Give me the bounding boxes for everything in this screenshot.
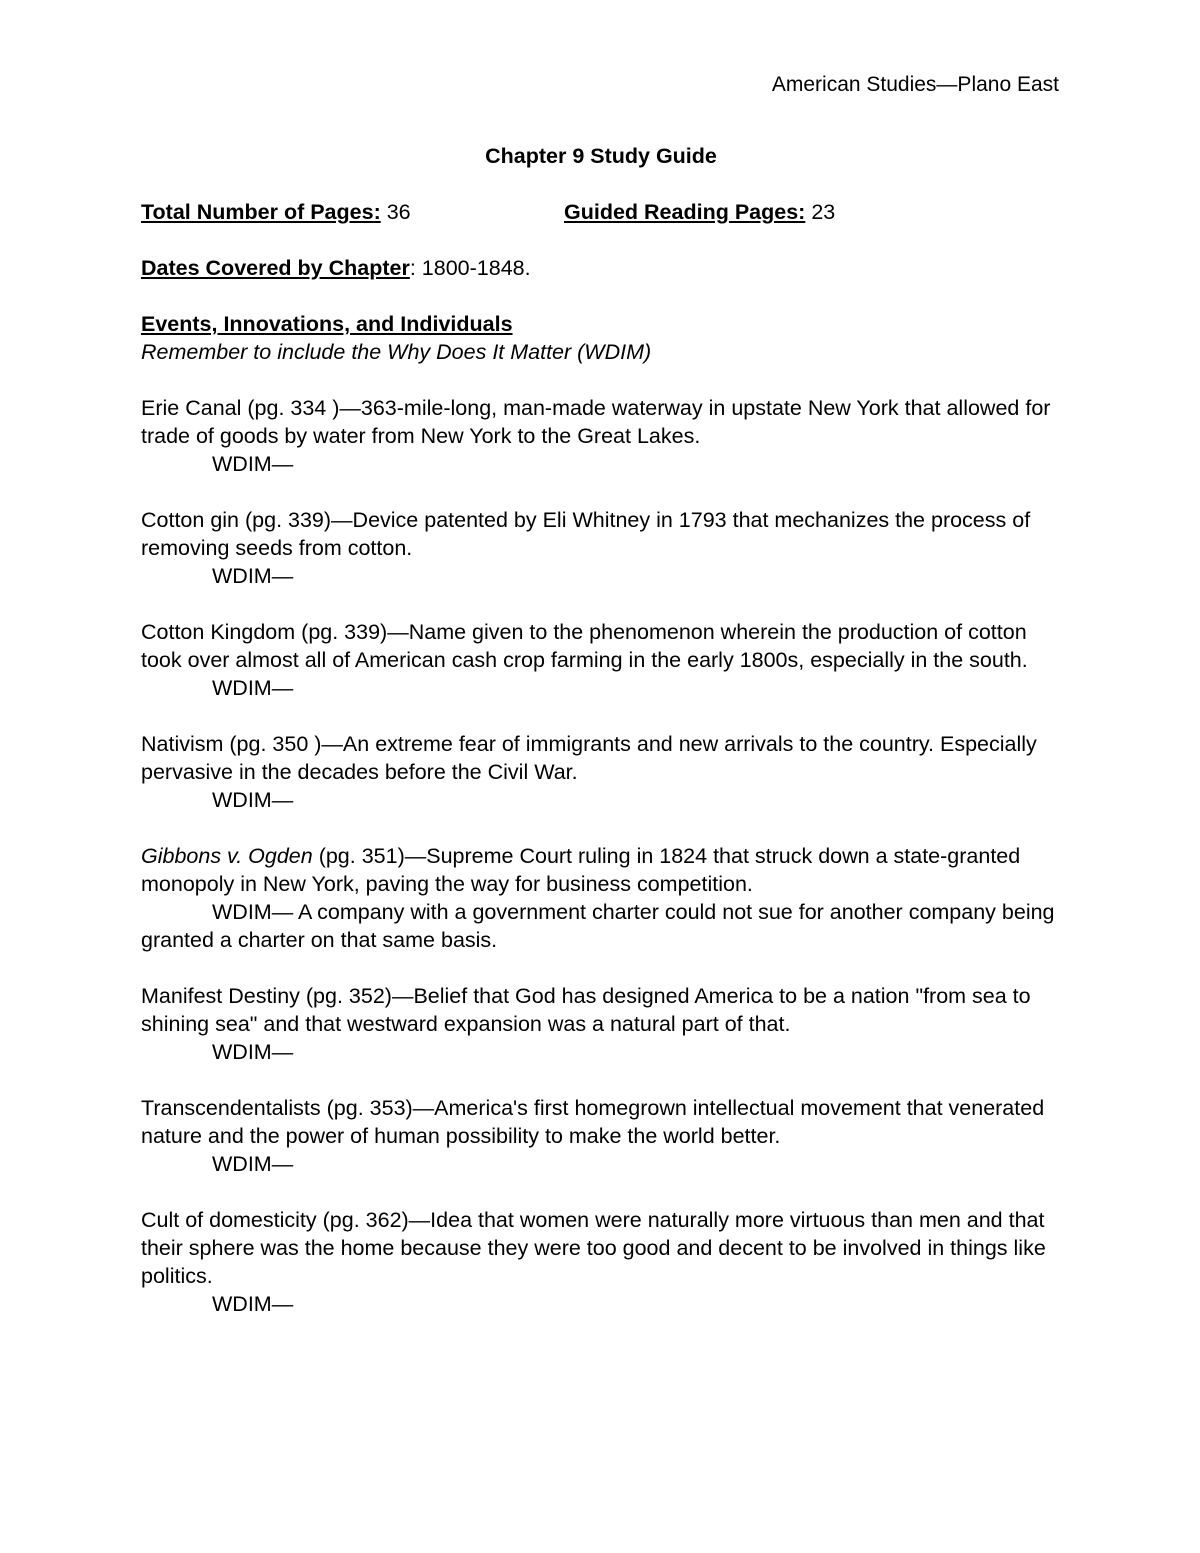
entry-wdim: WDIM—	[212, 452, 294, 476]
section-subtitle: Remember to include the Why Does It Matter (WDIM)	[141, 340, 652, 364]
entry-term: Cotton gin	[141, 508, 240, 532]
dates-row: Dates Covered by Chapter: 1800-1848.	[141, 256, 531, 280]
entries-list	[141, 394, 1061, 1318]
entry-description	[141, 842, 1061, 898]
entry-term: Gibbons v. Ogden	[141, 844, 313, 868]
entry-detail: (pg. 352)—Belief that God has designed America to be a nation "from sea to shining sea" and that westward expansion was a natural part of that.	[141, 984, 1031, 1036]
entry-term: Cotton Kingdom	[141, 620, 296, 644]
entry-term: Cult of domesticity	[141, 1208, 317, 1232]
list-item	[141, 730, 1061, 814]
entry-detail: (pg. 350 )—An extreme fear of immigrants and new arrivals to the country. Especially pervasive in the decades before the Civil War.	[141, 732, 1037, 784]
dates-value: 1800-1848.	[421, 256, 531, 280]
entry-wdim: WDIM—	[212, 1152, 294, 1176]
section-title: Events, Innovations, and Individuals	[141, 312, 513, 336]
guided-pages-value: 23	[811, 200, 836, 224]
total-pages-label: Total Number of Pages	[141, 200, 374, 224]
entry-term: Nativism	[141, 732, 224, 756]
total-pages-value: 36	[386, 200, 411, 224]
entry-description	[141, 730, 1061, 786]
entry-description	[141, 1094, 1061, 1150]
entry-description	[141, 394, 1061, 450]
dates-label: Dates Covered by Chapter	[141, 256, 410, 280]
course-header: American Studies—Plano East	[771, 73, 1059, 96]
list-item	[141, 618, 1061, 702]
list-item	[141, 1206, 1061, 1318]
entry-description	[141, 506, 1061, 562]
entry-description	[141, 982, 1061, 1038]
entry-term: Transcendentalists	[141, 1096, 321, 1120]
entry-detail: (pg. 351)—Supreme Court ruling in 1824 that struck down a state-granted monopoly in New York, paving the way for business competition.	[141, 844, 1021, 896]
page-title: Chapter 9 Study Guide	[485, 144, 717, 168]
entry-wdim: WDIM—	[212, 788, 294, 812]
entry-detail: (pg. 339)—Device patented by Eli Whitney in 1793 that mechanizes the process of removing seeds from cotton.	[141, 508, 1031, 560]
entry-description	[141, 1206, 1061, 1290]
entry-detail: (pg. 353)—America's first homegrown intellectual movement that venerated nature and the power of human possibility to make the world better.	[141, 1096, 1045, 1148]
entry-detail: (pg. 334 )—363-mile-long, man-made waterway in upstate New York that allowed for trade of goods by water from New York to the Great Lakes.	[141, 396, 1051, 448]
entry-wdim: WDIM—	[212, 1292, 294, 1316]
entry-description	[141, 618, 1061, 674]
entry-term: Manifest Destiny	[141, 984, 300, 1008]
entry-wdim: WDIM—	[212, 1040, 294, 1064]
guided-pages-label: Guided Reading Pages	[564, 200, 799, 224]
entry-detail: (pg. 362)—Idea that women were naturally more virtuous than men and that their sphere was the home because they were too good and decent to be involved in things like politics.	[141, 1208, 1046, 1288]
entry-wdim: WDIM—	[212, 676, 294, 700]
list-item	[141, 506, 1061, 590]
entry-detail: (pg. 339)—Name given to the phenomenon wherein the production of cotton took over almost all of American cash crop farming in the early 1800s, especially in the south.	[141, 620, 1028, 672]
document-body	[141, 142, 1061, 1318]
entry-wdim: WDIM—	[212, 564, 294, 588]
guided-pages: Guided Reading Pages: 23	[564, 200, 836, 224]
list-item	[141, 982, 1061, 1066]
list-item	[141, 842, 1061, 954]
entry-term: Erie Canal	[141, 396, 242, 420]
page-counts-row	[141, 198, 1061, 226]
list-item	[141, 394, 1061, 478]
total-pages: Total Number of Pages: 36	[141, 200, 411, 224]
list-item	[141, 1094, 1061, 1178]
entry-wdim: WDIM— A company with a government charter could not sue for another company being granted a charter on that same basis.	[141, 900, 1055, 952]
